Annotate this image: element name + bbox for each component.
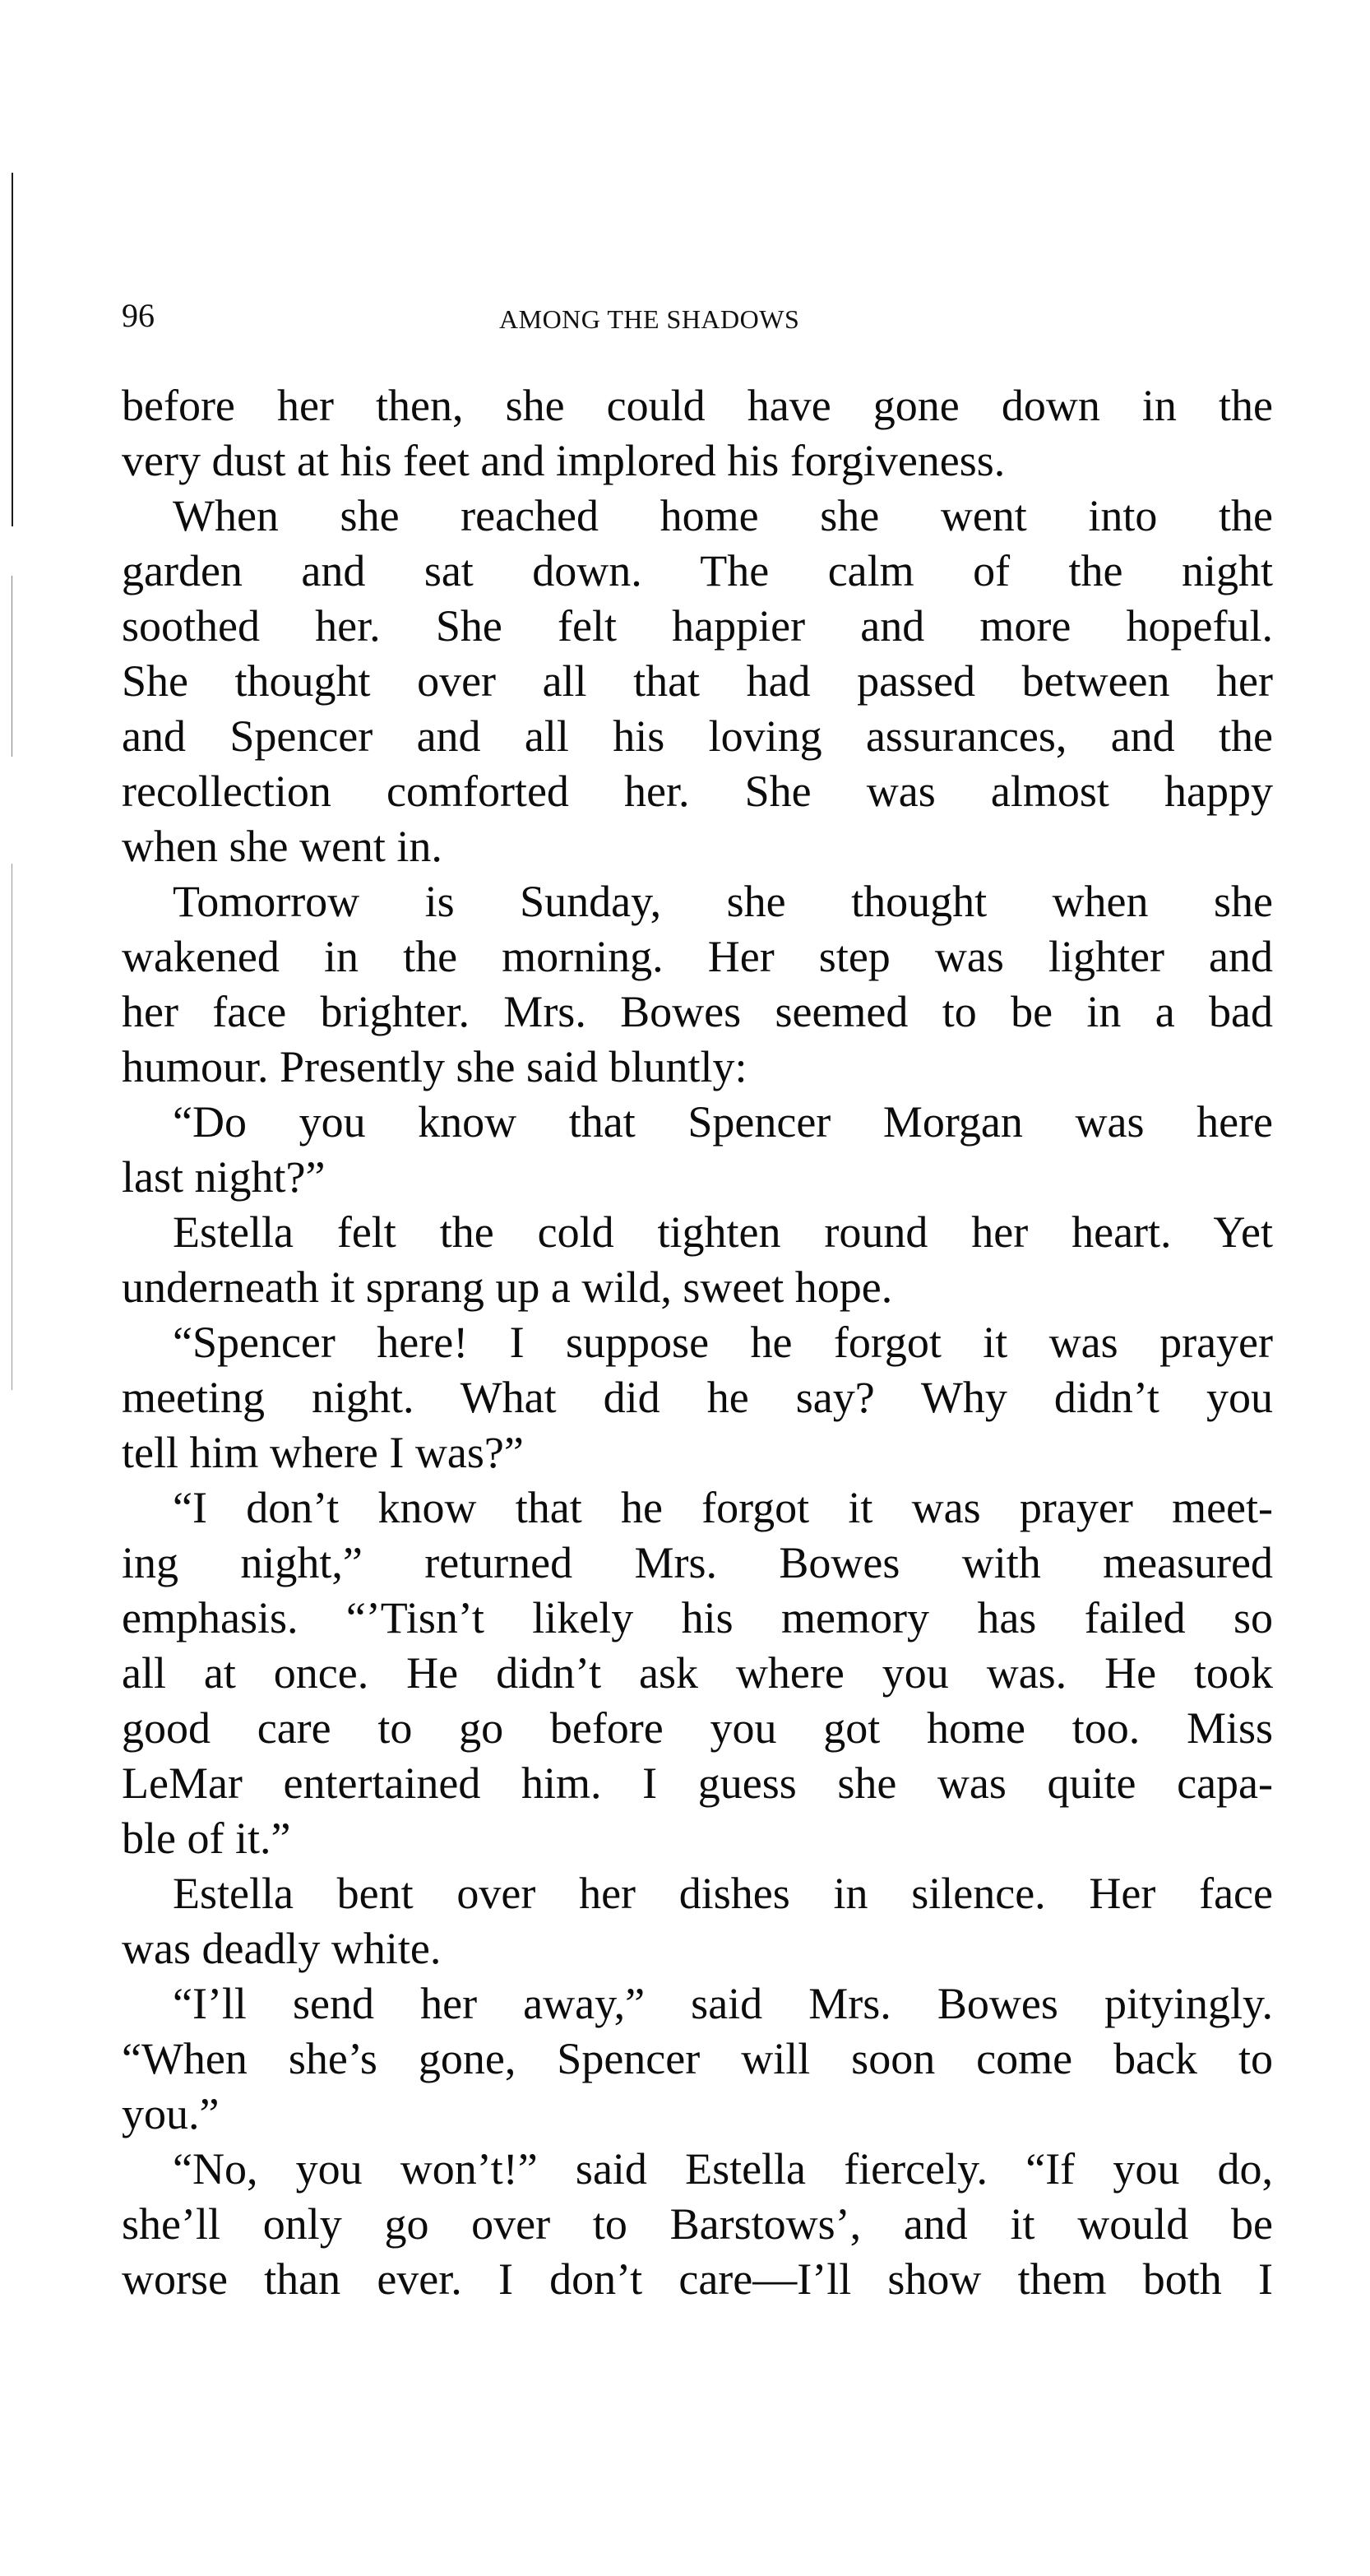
text-line: recollection comforted her. She was almost happy — [122, 767, 1273, 816]
text-line: humour. Presently she said bluntly: — [122, 1042, 747, 1091]
text-line: last night?” — [122, 1152, 326, 1202]
text-line: ing night,” returned Mrs. Bowes with measured — [122, 1538, 1273, 1587]
page-header — [122, 293, 1273, 342]
text-line: she’ll only go over to Barstows’, and it would be — [122, 2199, 1273, 2249]
text-line: underneath it sprang up a wild, sweet hope. — [122, 1263, 893, 1312]
text-line: before her then, she could have gone down in the — [122, 381, 1273, 430]
text-line: “I don’t know that he forgot it was prayer meet- — [173, 1483, 1273, 1532]
text-line: worse than ever. I don’t care—I’ll show them both I — [122, 2254, 1273, 2304]
text-line: ble of it.” — [122, 1814, 291, 1863]
text-line: when she went in. — [122, 822, 442, 871]
body-text — [122, 378, 1273, 2307]
text-line: all at once. He didn’t ask where you was. He took — [122, 1648, 1273, 1698]
text-line: Estella bent over her dishes in silence. Her face — [173, 1869, 1273, 1918]
text-line: “Do you know that Spencer Morgan was here — [173, 1097, 1273, 1147]
text-line: When she reached home she went into the — [173, 491, 1273, 540]
text-line: wakened in the morning. Her step was lighter and — [122, 932, 1273, 981]
text-line: “No, you won’t!” said Estella fiercely. “If you do, — [173, 2144, 1273, 2194]
running-head: AMONG THE SHADOWS — [499, 304, 800, 334]
text-line: tell him where I was?” — [122, 1428, 524, 1477]
text-line: you.” — [122, 2089, 220, 2138]
page-number: 96 — [122, 297, 155, 334]
text-line: She thought over all that had passed between her — [122, 656, 1273, 706]
scan-edge-mark — [12, 173, 13, 526]
text-line: “I’ll send her away,” said Mrs. Bowes pityingly. — [173, 1979, 1273, 2028]
text-line: garden and sat down. The calm of the night — [122, 546, 1273, 595]
text-line: her face brighter. Mrs. Bowes seemed to be in a bad — [122, 987, 1273, 1036]
text-line: LeMar entertained him. I guess she was quite capa- — [122, 1758, 1273, 1808]
text-line: and Spencer and all his loving assurances, and the — [122, 711, 1273, 761]
text-line: Tomorrow is Sunday, she thought when she — [173, 877, 1273, 926]
text-line: meeting night. What did he say? Why didn’t you — [122, 1373, 1273, 1422]
text-line: good care to go before you got home too. Miss — [122, 1703, 1273, 1753]
text-line: was deadly white. — [122, 1924, 442, 1973]
text-line: very dust at his feet and implored his forgiveness. — [122, 436, 1006, 485]
text-line: “Spencer here! I suppose he forgot it was prayer — [173, 1318, 1273, 1367]
text-line: soothed her. She felt happier and more hopeful. — [122, 601, 1273, 651]
text-line: “When she’s gone, Spencer will soon come back to — [122, 2034, 1273, 2083]
text-line: Estella felt the cold tighten round her heart. Yet — [173, 1207, 1273, 1257]
text-line: emphasis. “’Tisn’t likely his memory has failed so — [122, 1593, 1273, 1642]
